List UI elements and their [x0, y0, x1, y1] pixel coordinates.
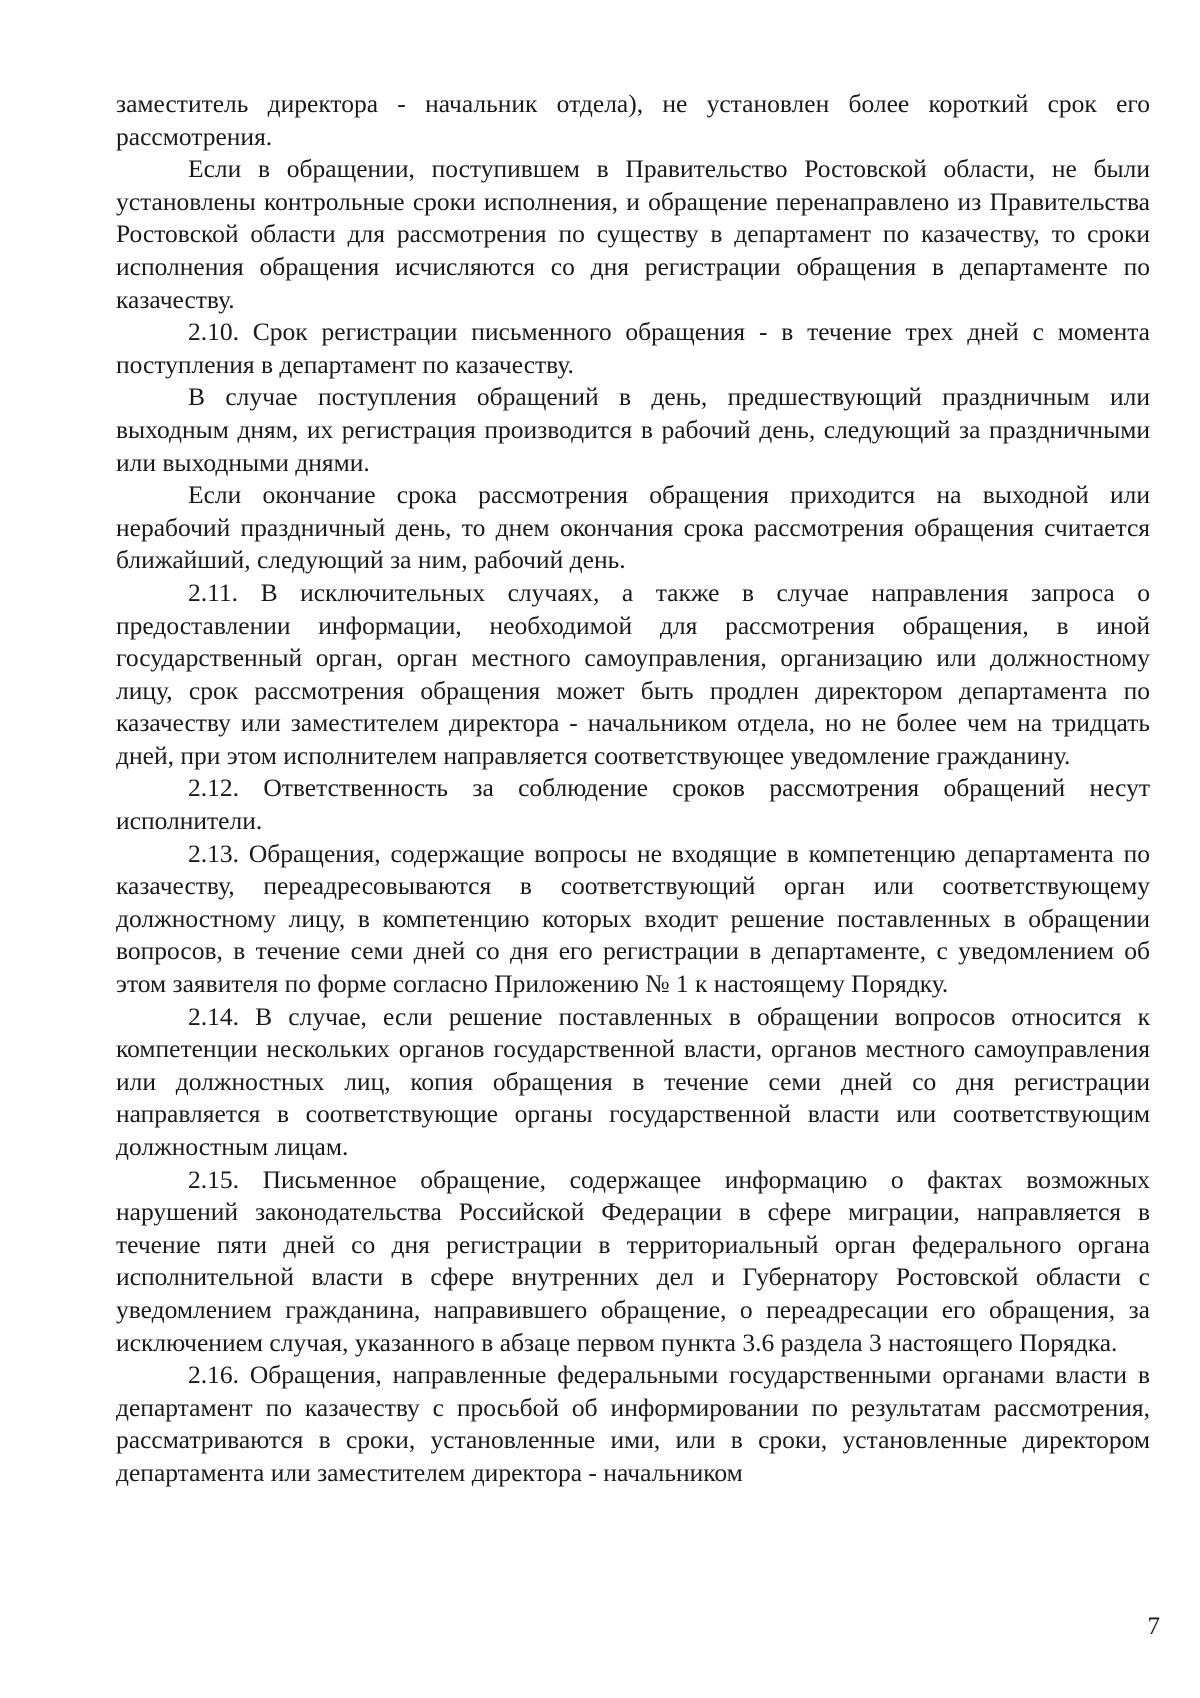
paragraph-deadline-weekend: Если окончание срока рассмотрения обращения приходится на выходной или нерабочий праздничный день, то днем окончания срока рассмотрения обращения считается ближайший, следующий за ним, рабочий день. [116, 480, 1150, 575]
paragraph-holiday-registration: В случае поступления обращений в день, предшествующий праздничным или выходным дням, их регистрация производится в рабочий день, следующий за праздничными или выходными днями. [116, 382, 1150, 477]
paragraph-2-12: 2.12. Ответственность за соблюдение сроков рассмотрения обращений несут исполнители. [116, 773, 1150, 836]
paragraph-2-14: 2.14. В случае, если решение поставленных в обращении вопросов относится к компетенции нескольких органов государственной власти, органов местного самоуправления или должностных лиц, копия обращения в течение семи дней со дня регистрации направляется в соответствующие органы государственной власти или соответствующим должностным лицам. [116, 1001, 1150, 1161]
document-body [116, 88, 1150, 1490]
paragraph-2-15: 2.15. Письменное обращение, содержащее информацию о фактах возможных нарушений законодательства Российской Федерации в сфере миграции, направляется в течение пяти дней со дня регистрации в территориальный орган федерального органа исполнительной власти в сфере внутренних дел и Губернатору Ростовской области с уведомлением гражданина, направившего обращение, о переадресации его обращения, за исключением случая, указанного в абзаце первом пункта 3.6 раздела 3 настоящего Порядка. [116, 1164, 1150, 1357]
paragraph-continuation: заместитель директора - начальник отдела), не установлен более короткий срок его рассмотрения. [116, 89, 1150, 151]
paragraph-control-deadlines: Если в обращении, поступившем в Правительство Ростовской области, не были установлены контрольные сроки исполнения, и обращение перенаправлено из Правительства Ростовской области для рассмотрения по существу в департамент по казачеству, то сроки исполнения обращения исчисляются со дня регистрации обращения в департаменте по казачеству. [116, 154, 1150, 314]
page-number: 7 [1147, 1613, 1160, 1640]
paragraph-2-16: 2.16. Обращения, направленные федеральными государственными органами власти в департамент по казачеству с просьбой об информировании по результатам рассмотрения, рассматриваются в сроки, установленные ими, или в сроки, установленные директором департамента или заместителем директора - начальником [116, 1360, 1150, 1487]
paragraph-2-13: 2.13. Обращения, содержащие вопросы не входящие в компетенцию департамента по казачеству, переадресовываются в соответствующий орган или соответствующему должностному лицу, в компетенцию которых входит решение поставленных в обращении вопросов, в течение семи дней со дня его регистрации в департаменте, с уведомлением об этом заявителя по форме согласно Приложению № 1 к настоящему Порядку. [116, 838, 1150, 999]
paragraph-2-11: 2.11. В исключительных случаях, а также в случае направления запроса о предоставлении информации, необходимой для рассмотрения обращения, в иной государственный орган, орган местного самоуправления, организацию или должностному лицу, срок рассмотрения обращения может быть продлен директором департамента по казачеству или заместителем директора - начальником отдела, но не более чем на тридцать дней, при этом исполнителем направляется соответствующее уведомление гражданину. [116, 577, 1150, 770]
paragraph-2-10: 2.10. Срок регистрации письменного обращения - в течение трех дней с момента поступления в департамент по казачеству. [116, 317, 1150, 379]
